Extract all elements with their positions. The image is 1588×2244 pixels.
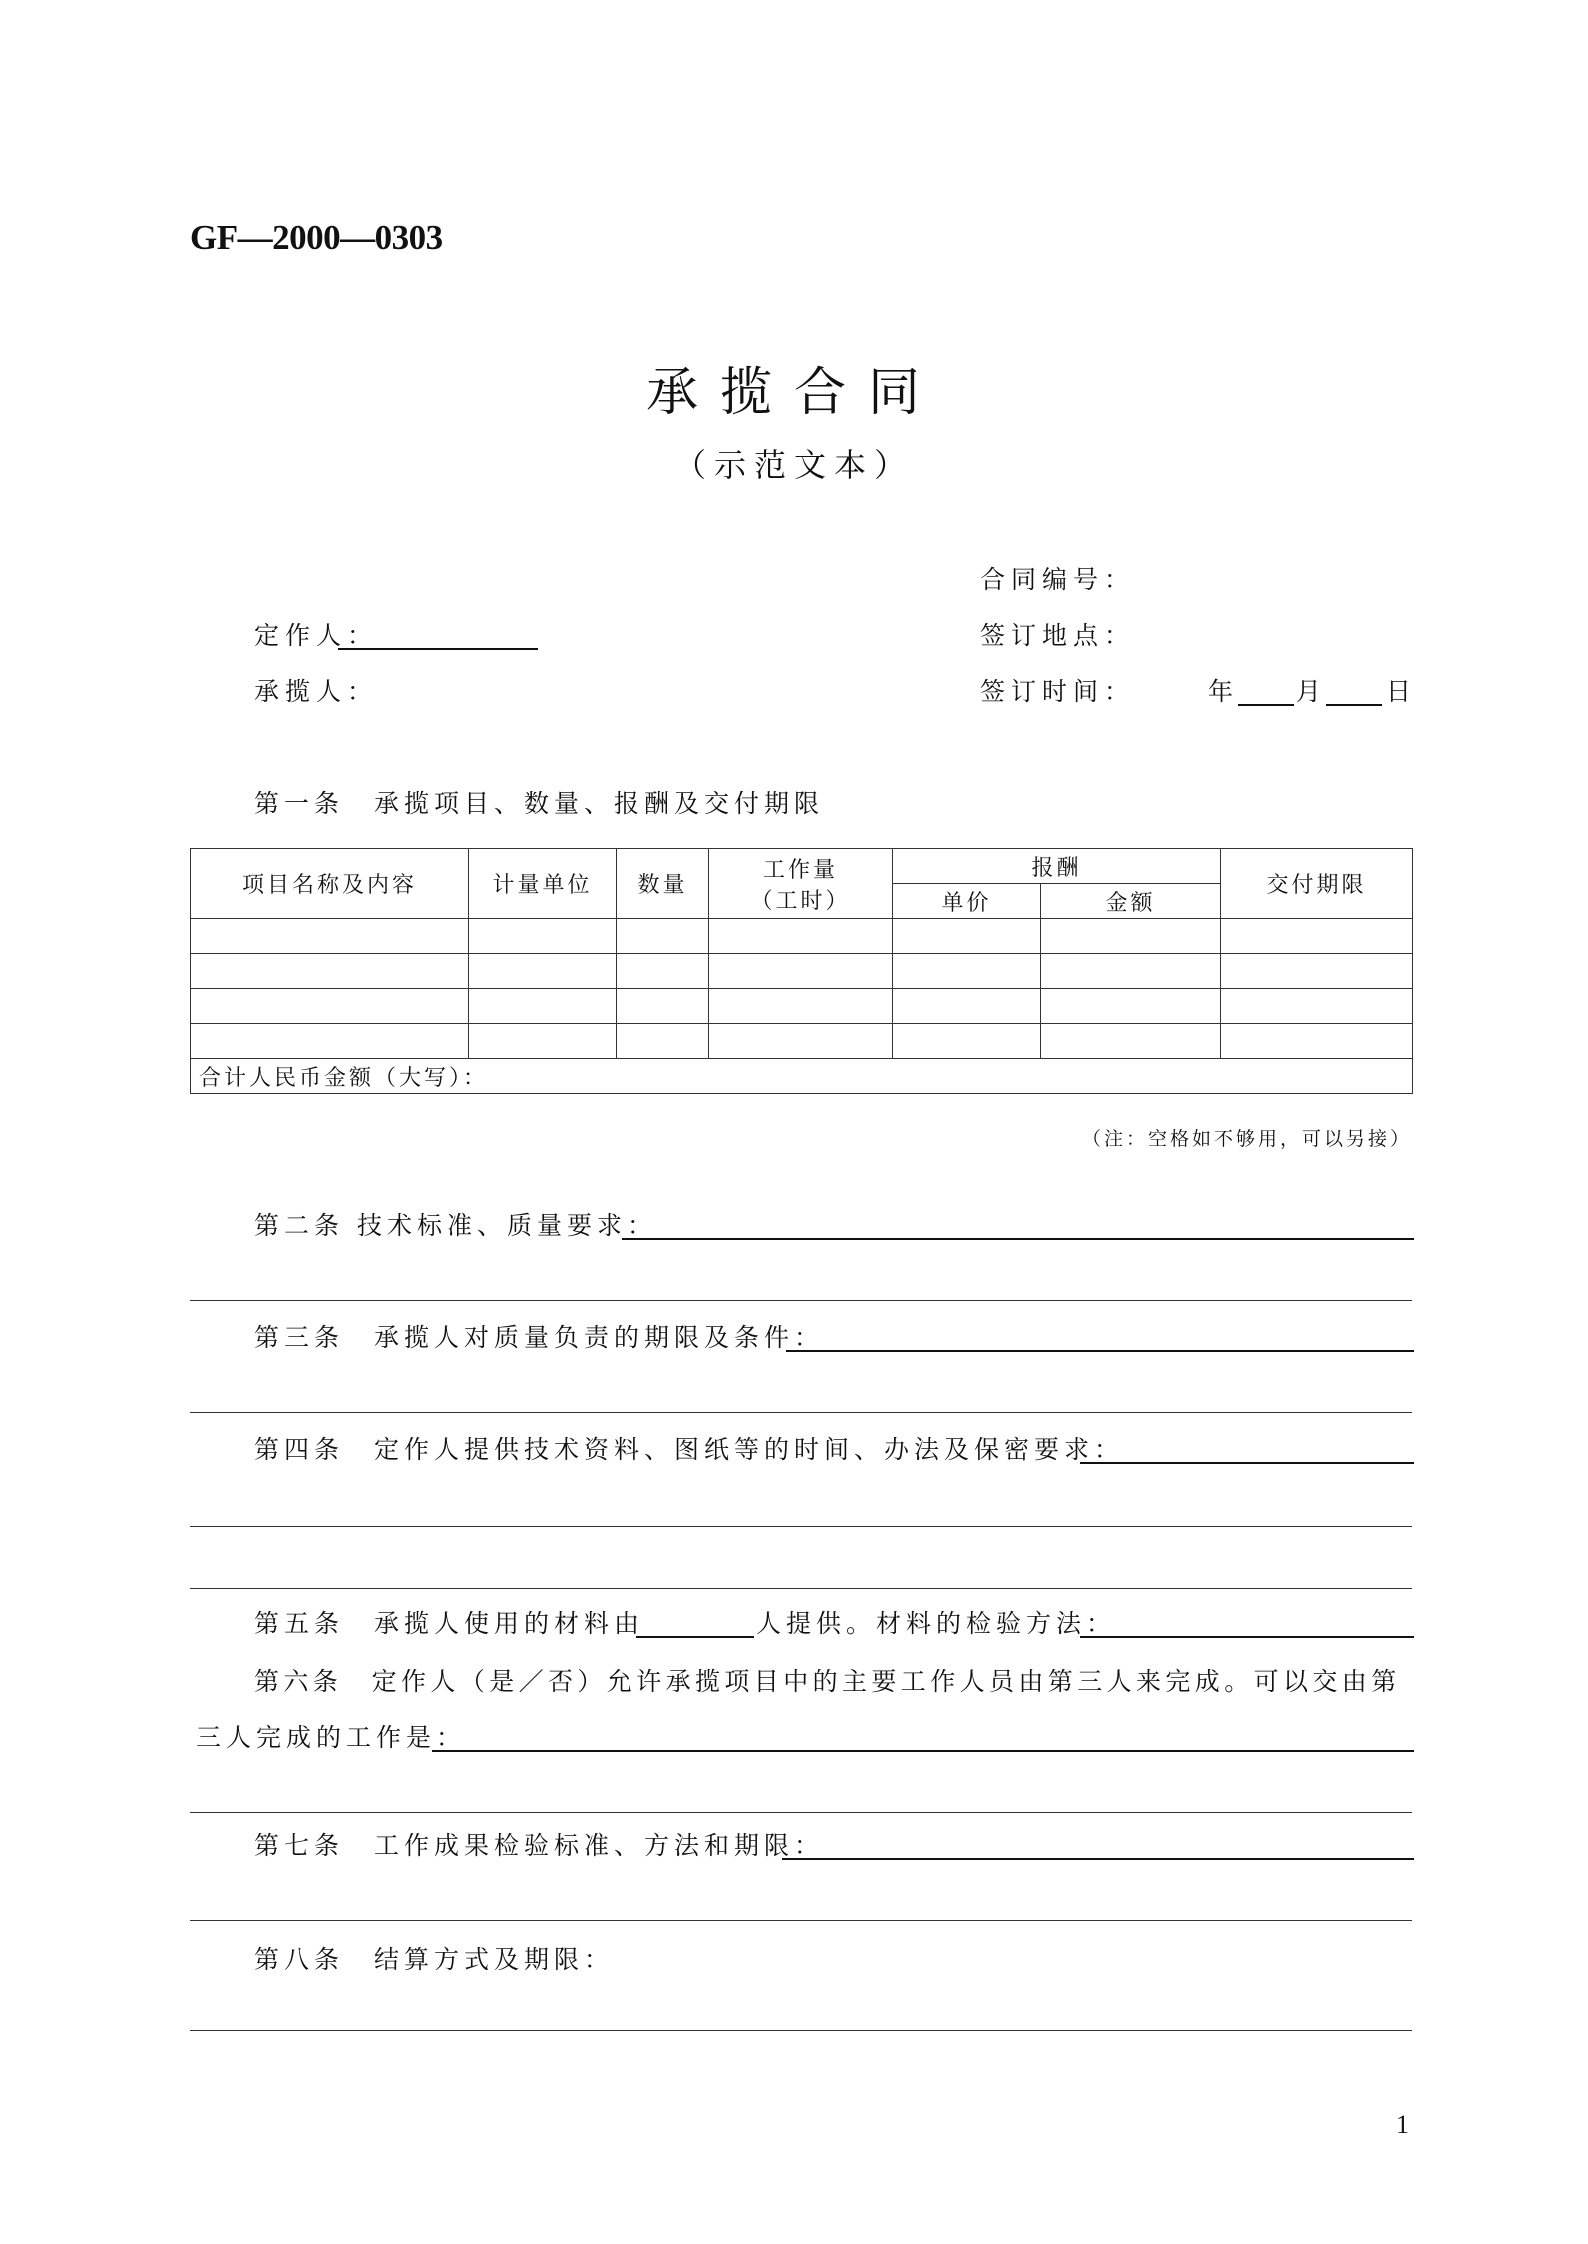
article-7-field[interactable] [782, 1858, 1414, 1860]
article-5-part2: 人提供。材料的检验方法： [756, 1609, 1117, 1638]
day-field[interactable] [1326, 704, 1382, 706]
article-5-part1: 第五条 承揽人使用的材料由 [254, 1609, 645, 1638]
table-cell[interactable] [893, 919, 1041, 954]
table-cell[interactable] [1221, 919, 1413, 954]
table-cell[interactable] [617, 989, 709, 1024]
table-cell[interactable] [893, 954, 1041, 989]
col-pay-header: 报酬 [893, 849, 1221, 884]
article-4-answer-line-1[interactable] [190, 1526, 1412, 1527]
article-3-field[interactable] [786, 1350, 1414, 1352]
orderer-field[interactable] [338, 648, 538, 650]
document-subtitle: （示范文本） [673, 446, 914, 484]
table-cell[interactable] [1041, 954, 1221, 989]
document-title: 承揽合同 [645, 363, 942, 423]
article-8: 第八条 结算方式及期限： [254, 1945, 615, 1974]
table-cell[interactable] [1221, 1024, 1413, 1059]
table-cell[interactable] [709, 989, 893, 1024]
table-cell[interactable] [191, 954, 469, 989]
table-cell[interactable] [1221, 954, 1413, 989]
article-4-answer-line-2[interactable] [190, 1588, 1412, 1589]
table-cell[interactable] [191, 989, 469, 1024]
col-amount-header: 金额 [1041, 884, 1221, 919]
col-deadline-header: 交付期限 [1221, 849, 1413, 919]
table-cell[interactable] [617, 954, 709, 989]
inspection-method-field[interactable] [1080, 1636, 1414, 1638]
workload-label: 工作量 [762, 857, 838, 883]
table-cell[interactable] [709, 1024, 893, 1059]
table-cell[interactable] [191, 919, 469, 954]
sign-place-label: 签订地点： [980, 621, 1136, 650]
article-4-field[interactable] [1080, 1462, 1414, 1464]
article-7: 第七条 工作成果检验标准、方法和期限： [254, 1831, 825, 1860]
article-6-line2: 三人完成的工作是： [196, 1723, 467, 1752]
col-unit-header: 计量单位 [469, 849, 617, 919]
col-item-header: 项目名称及内容 [191, 849, 469, 919]
table-cell[interactable] [617, 1024, 709, 1059]
article-6-field[interactable] [432, 1750, 1414, 1752]
article-4: 第四条 定作人提供技术资料、图纸等的时间、办法及保密要求： [254, 1435, 1125, 1464]
article-2-field[interactable] [622, 1238, 1414, 1240]
article-3-answer-line[interactable] [190, 1412, 1412, 1413]
table-cell[interactable] [893, 989, 1041, 1024]
article-1-heading: 第一条 承揽项目、数量、报酬及交付期限 [254, 789, 825, 818]
year-label: 年 [1208, 677, 1240, 706]
table-cell[interactable] [617, 919, 709, 954]
workload-sub-label: （工时） [750, 888, 851, 914]
table-cell[interactable] [893, 1024, 1041, 1059]
page-number: 1 [1396, 2110, 1409, 2139]
col-price-header: 单价 [893, 884, 1041, 919]
total-row [191, 1059, 1413, 1094]
total-amount-cell[interactable]: 合计人民币金额（大写）： [191, 1059, 1413, 1094]
table-cell[interactable] [709, 919, 893, 954]
article-2: 第二条 技术标准、质量要求： [254, 1211, 657, 1240]
table-cell[interactable] [469, 919, 617, 954]
table-row [191, 954, 1413, 989]
article-3: 第三条 承揽人对质量负责的期限及条件： [254, 1323, 825, 1352]
table-cell[interactable] [1041, 989, 1221, 1024]
contractor-label: 承揽人： [254, 677, 379, 706]
table-note: （注：空格如不够用，可以另接） [1081, 1128, 1412, 1150]
table-cell[interactable] [1221, 989, 1413, 1024]
article-6-line1: 第六条 定作人（是／否）允许承揽项目中的主要工作人员由第三人来完成。可以交由第 [254, 1667, 1401, 1696]
table-cell[interactable] [469, 1024, 617, 1059]
month-label: 月 [1296, 677, 1328, 706]
table-row [191, 989, 1413, 1024]
orderer-label: 定作人： [254, 621, 379, 650]
article-7-answer-line[interactable] [190, 1920, 1412, 1921]
article-6-answer-line[interactable] [190, 1812, 1412, 1813]
col-workload-header [709, 849, 893, 919]
document-code: GF—2000—0303 [190, 218, 443, 257]
items-table [190, 848, 1413, 1094]
article-2-answer-line[interactable] [190, 1300, 1412, 1301]
table-cell[interactable] [1041, 919, 1221, 954]
material-provider-field[interactable] [636, 1636, 754, 1638]
col-qty-header: 数量 [617, 849, 709, 919]
table-cell[interactable] [469, 954, 617, 989]
contract-number-label: 合同编号： [980, 565, 1136, 594]
table-row [191, 1024, 1413, 1059]
table-cell[interactable] [469, 989, 617, 1024]
month-field[interactable] [1238, 704, 1294, 706]
day-label: 日 [1386, 677, 1418, 706]
sign-time-label: 签订时间： [980, 677, 1136, 706]
table-cell[interactable] [1041, 1024, 1221, 1059]
table-cell[interactable] [709, 954, 893, 989]
table-row [191, 919, 1413, 954]
table-cell[interactable] [191, 1024, 469, 1059]
article-8-answer-line[interactable] [190, 2030, 1412, 2031]
